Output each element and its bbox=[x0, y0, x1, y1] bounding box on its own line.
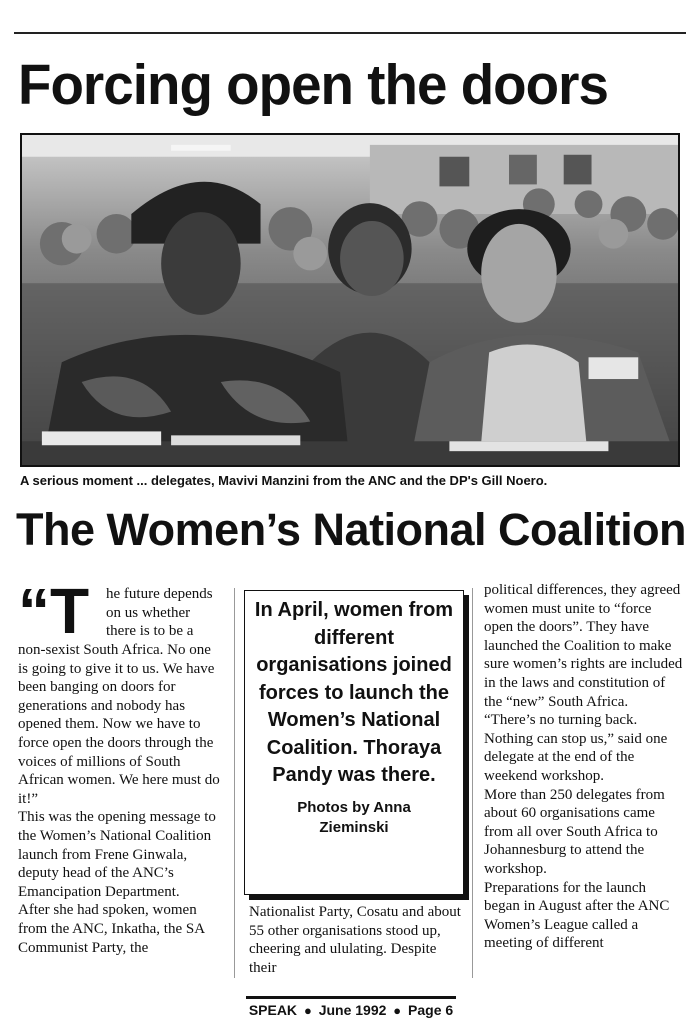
article-paragraph: Preparations for the launch began in August after the ANC Women’s League called a meeting of different bbox=[484, 879, 670, 952]
drop-cap-text bbox=[106, 585, 224, 641]
column-divider bbox=[234, 588, 235, 978]
article-paragraph: non-sexist South Africa. No one is going to give it to us. We have been banging on doors for generations and nobody has opened them. Now we have to force open the doors through the voices of millions of South African women. We here must do it!” bbox=[18, 642, 220, 807]
column-divider bbox=[472, 588, 473, 978]
article-paragraph: After she had spoken, women from the ANC, Inkatha, the SA Communist Party, the bbox=[18, 902, 205, 956]
page-headline: Forcing open the doors bbox=[18, 53, 608, 117]
standfirst-box bbox=[244, 590, 464, 895]
drop-cap-letter: T bbox=[50, 575, 90, 647]
article-paragraph: This was the opening message to the Women’s National Coalition launch from Frene Ginwala, deputy head of the ANC’s Emancipation Department. bbox=[18, 809, 216, 900]
drop-cap-line: there is to be a bbox=[106, 623, 194, 640]
drop-cap bbox=[18, 575, 90, 647]
section-title: The Women’s National Coalition bbox=[16, 504, 687, 555]
drop-cap-block bbox=[18, 575, 223, 647]
publication-name: SPEAK bbox=[248, 1002, 298, 1018]
page-number: Page 6 bbox=[408, 1002, 454, 1018]
drop-cap-line: he future depends bbox=[106, 586, 213, 602]
article-column-2 bbox=[249, 903, 464, 977]
article-column-1 bbox=[18, 575, 223, 957]
photo-illustration bbox=[22, 135, 678, 465]
article-paragraph: “There’s no turning back. Nothing can stop us,” said one delegate at the end of the weekend workshop. bbox=[484, 712, 668, 784]
drop-cap-line: on us whether bbox=[106, 604, 191, 621]
article-paragraph: political differences, they agreed women must unite to “force open the doors”. They have launched the Coalition to make sure women’s rights are included in the laws and constitution of the “new” South Africa. bbox=[484, 582, 683, 710]
drop-cap-quote-mark: “ bbox=[18, 575, 50, 647]
delegates-photo bbox=[20, 133, 680, 467]
article-paragraph: Nationalist Party, Cosatu and about 55 other organisations stood up, cheering and ululating. Despite their bbox=[249, 904, 461, 976]
issue-date: June 1992 bbox=[318, 1002, 387, 1018]
standfirst-text: In April, women from different organisations joined forces to launch the Women’s National Coalition. Thoraya Pandy was there. bbox=[254, 599, 454, 786]
article-column-3 bbox=[484, 581, 684, 953]
photo-caption: A serious moment ... delegates, Mavivi Manzini from the ANC and the DP's Gill Noero. bbox=[20, 473, 548, 488]
page-footer bbox=[246, 1002, 456, 1018]
top-rule bbox=[14, 32, 686, 34]
article-paragraph: More than 250 delegates from about 60 organisations came from all over South Africa to Johannesburg to attend the workshop. bbox=[484, 786, 665, 877]
photo-credit: Photos by Anna Zieminski bbox=[297, 798, 411, 836]
bullet-icon: ● bbox=[393, 1003, 402, 1018]
bullet-icon: ● bbox=[303, 1003, 312, 1018]
footer-rule bbox=[246, 996, 456, 999]
